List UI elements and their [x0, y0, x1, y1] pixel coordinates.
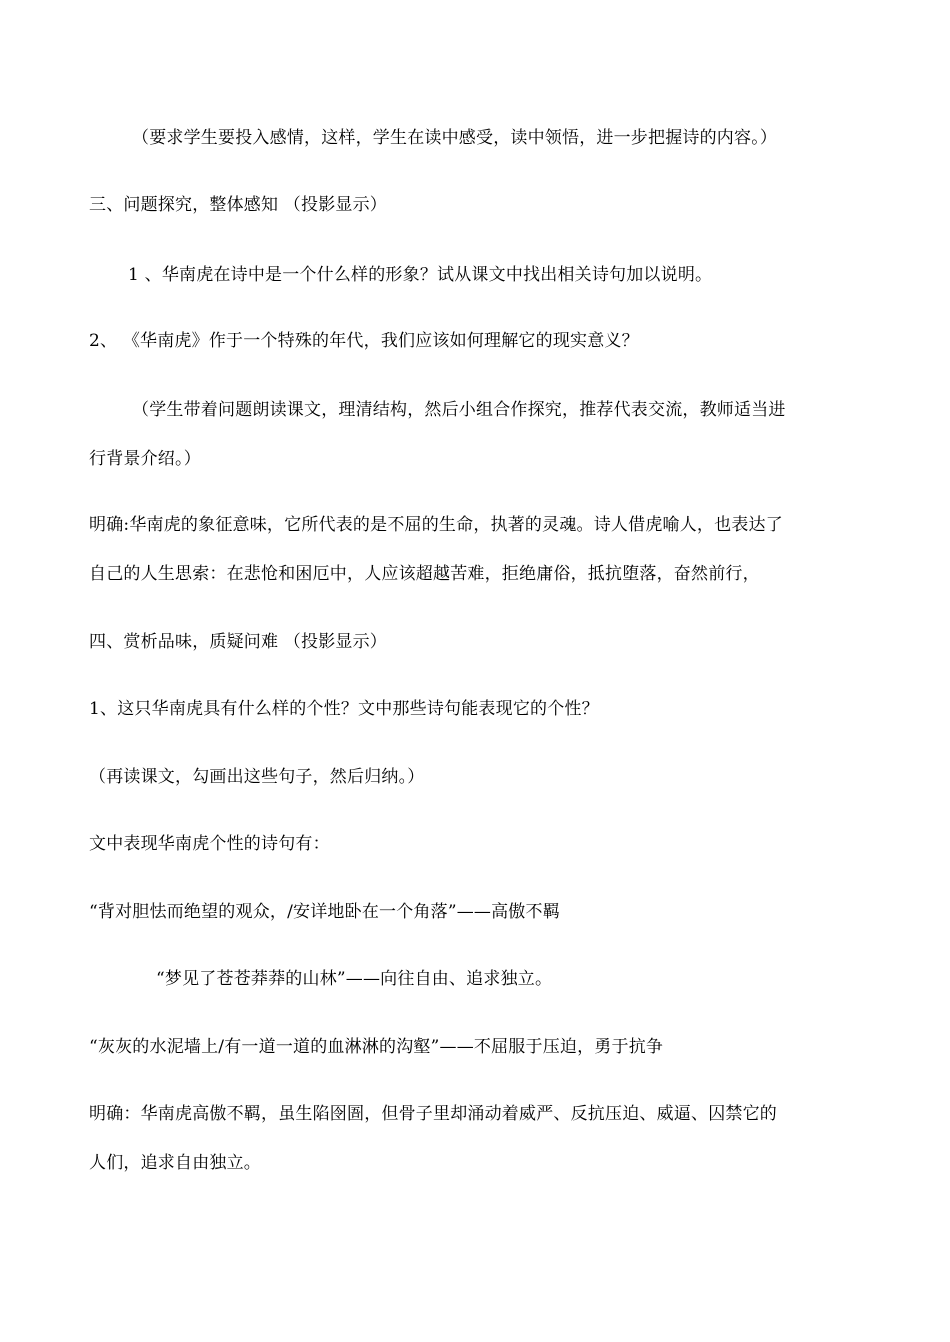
- paragraph-clarification-one-cont: 自己的人生思索：在悲怆和困厄中，人应该超越苦难，拒绝庸俗，抵抗堕落，奋然前行，: [89, 564, 760, 584]
- section-heading-four: 四、赏析品味，质疑问难 （投影显示）: [89, 632, 388, 652]
- verse-one: “背对胆怯而绝望的观众，/安详地卧在一个角落”——高傲不羁: [89, 902, 560, 922]
- paragraph-group-discussion: （学生带着问题朗读课文，理清结构，然后小组合作探究，推荐代表交流，教师适当进: [132, 400, 786, 420]
- paragraph-clarification-one: 明确:华南虎的象征意味，它所代表的是不屈的生命，执著的灵魂。诗人借虎喻人，也表达了: [89, 515, 783, 535]
- paragraph-clarification-two-cont: 人们，追求自由独立。: [89, 1153, 261, 1173]
- verse-two: “梦见了苍苍莽莽的山林”——向往自由、追求独立。: [156, 969, 553, 989]
- section-heading-three: 三、问题探究，整体感知 （投影显示）: [89, 195, 388, 215]
- paragraph-reread: （再读课文，勾画出这些句子，然后归纳。）: [89, 767, 425, 787]
- question-personality: 1、这只华南虎具有什么样的个性？文中那些诗句能表现它的个性？: [89, 699, 599, 719]
- paragraph-group-discussion-cont: 行背景介绍。）: [89, 449, 201, 469]
- question-two: 2、 《华南虎》作于一个特殊的年代，我们应该如何理解它的现实意义？: [89, 331, 639, 351]
- paragraph-clarification-two: 明确：华南虎高傲不羁，虽生陷囹圄，但骨子里却涌动着威严、反抗压迫、威逼、囚禁它的: [89, 1104, 777, 1124]
- paragraph-reading-requirement: （要求学生要投入感情，这样，学生在读中感受，读中领悟，进一步把握诗的内容。）: [132, 128, 778, 148]
- question-one: 1 、华南虎在诗中是一个什么样的形象？试从课文中找出相关诗句加以说明。: [128, 265, 713, 285]
- paragraph-verses-intro: 文中表现华南虎个性的诗句有：: [89, 834, 330, 854]
- verse-three: “灰灰的水泥墙上/有一道一道的血淋淋的沟壑”——不屈服于压迫，勇于抗争: [89, 1037, 664, 1057]
